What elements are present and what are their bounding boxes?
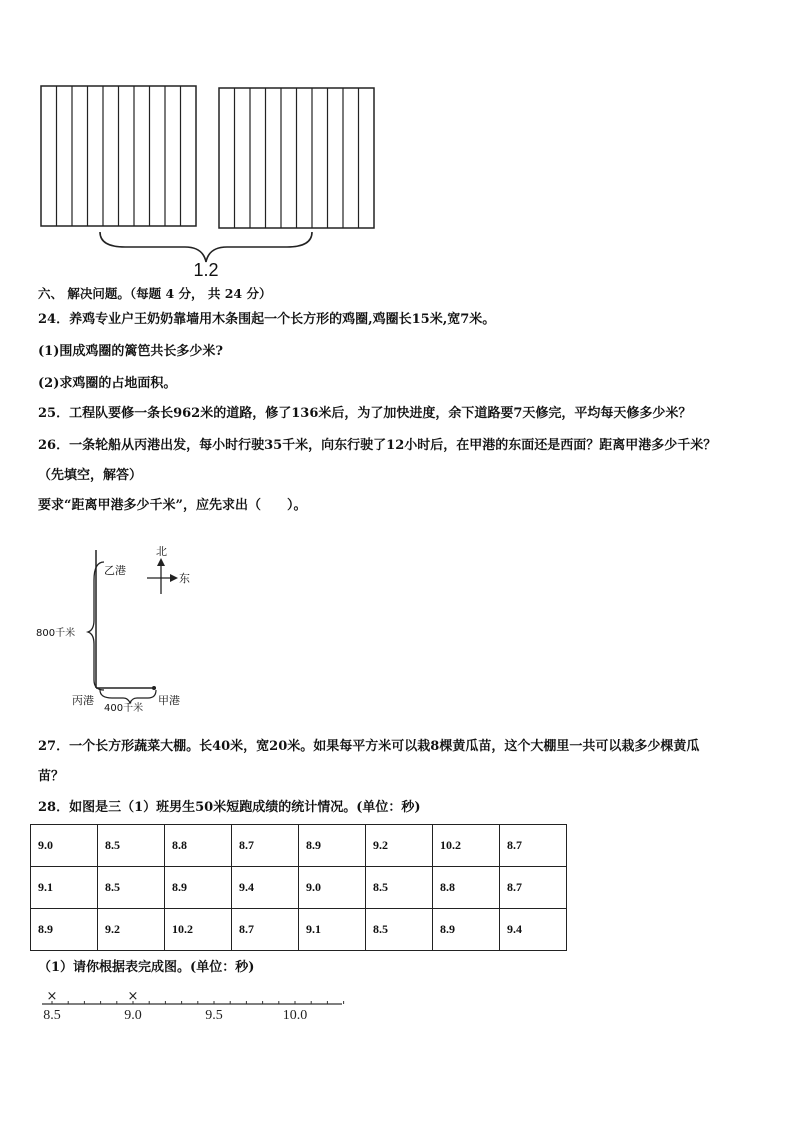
- table-cell: 8.5: [98, 825, 165, 867]
- axis-label: 9.5: [205, 1008, 223, 1023]
- q24-text: 24．养鸡专业户王奶奶靠墙用木条围起一个长方形的鸡圈,鸡圈长15米,宽7米。: [38, 312, 496, 327]
- table-cell: 9.4: [500, 909, 567, 951]
- axis-label: 8.5: [43, 1008, 61, 1023]
- table-cell: 8.8: [433, 867, 500, 909]
- left-striped-square: [41, 86, 196, 226]
- score-number-line: [30, 985, 360, 1030]
- q26-text: 26．一条轮船从丙港出发，每小时行驶35千米，向东行驶了12小时后，在甲港的东面还是西面？距离甲港多少千米？: [38, 438, 717, 453]
- q25-text: 25．工程队要修一条长962米的道路，修了136米后，为了加快进度，余下道路要7天修完，平均每天修多少米？: [38, 406, 692, 421]
- compass-east-arrow: [170, 574, 178, 582]
- section-heading: 六、 解决问题。（每题 4 分， 共 24 分）: [38, 286, 272, 301]
- brace-label: 1.2: [193, 260, 219, 280]
- port-bing-label: 丙港: [72, 694, 94, 707]
- axis-mark: ×: [127, 989, 139, 1004]
- brace: [100, 232, 312, 262]
- table-cell: 8.5: [98, 867, 165, 909]
- axis-label: 10.0: [282, 1008, 308, 1023]
- q27-line1: 27．一个长方形蔬菜大棚。长40米，宽20米。如果每平方米可以栽8棵黄瓜苗，这个大棚里一共可以栽多少棵黄瓜: [38, 739, 700, 754]
- table-cell: 9.0: [299, 867, 366, 909]
- table-cell: 8.5: [366, 867, 433, 909]
- table-cell: 8.5: [366, 909, 433, 951]
- scores-table: [30, 824, 567, 951]
- axis-mark: ×: [46, 989, 58, 1004]
- table-cell: 9.4: [232, 867, 299, 909]
- table-cell: 9.1: [299, 909, 366, 951]
- right-striped-square: [219, 88, 374, 228]
- table-row: [31, 909, 567, 951]
- table-cell: 10.2: [165, 909, 232, 951]
- table-cell: 8.9: [433, 909, 500, 951]
- table-cell: 8.9: [31, 909, 98, 951]
- jia-port-dot: [152, 686, 156, 690]
- vertical-distance-label: 800千米: [36, 628, 76, 639]
- port-jia-label: 甲港: [158, 694, 180, 707]
- east-label: 东: [179, 572, 190, 585]
- table-cell: 9.0: [31, 825, 98, 867]
- q26-prompt: 要求“距离甲港多少千米”，应先求出（ ）。: [38, 498, 307, 513]
- table-cell: 10.2: [433, 825, 500, 867]
- table-cell: 9.1: [31, 867, 98, 909]
- horizontal-brace: [100, 690, 156, 703]
- north-label: 北: [156, 545, 167, 558]
- horizontal-distance-label: 400千米: [104, 703, 144, 714]
- compass-north-arrow: [157, 558, 165, 566]
- q26-note: （先填空，解答）: [38, 468, 143, 483]
- table-cell: 8.7: [500, 867, 567, 909]
- q24-sub1: (1)围成鸡圈的篱笆共长多少米?: [38, 344, 223, 359]
- table-cell: 9.2: [366, 825, 433, 867]
- q24-sub2: (2)求鸡圈的占地面积。: [38, 376, 177, 391]
- table-cell: 9.2: [98, 909, 165, 951]
- table-cell: 8.9: [165, 867, 232, 909]
- strip-squares-figure: [0, 0, 794, 290]
- table-cell: 8.9: [299, 825, 366, 867]
- table-cell: 8.7: [500, 825, 567, 867]
- q27-line2: 苗？: [38, 769, 65, 784]
- port-yi-label: 乙港: [104, 564, 126, 577]
- table-row: [31, 825, 567, 867]
- table-cell: 8.7: [232, 825, 299, 867]
- port-map: [30, 540, 230, 720]
- q28-sub1: （1）请你根据表完成图。(单位：秒): [38, 960, 255, 975]
- axis-label: 9.0: [124, 1008, 142, 1023]
- table-row: [31, 867, 567, 909]
- table-cell: 8.8: [165, 825, 232, 867]
- q28-text: 28．如图是三（1）班男生50米短跑成绩的统计情况。(单位：秒): [38, 800, 421, 815]
- table-cell: 8.7: [232, 909, 299, 951]
